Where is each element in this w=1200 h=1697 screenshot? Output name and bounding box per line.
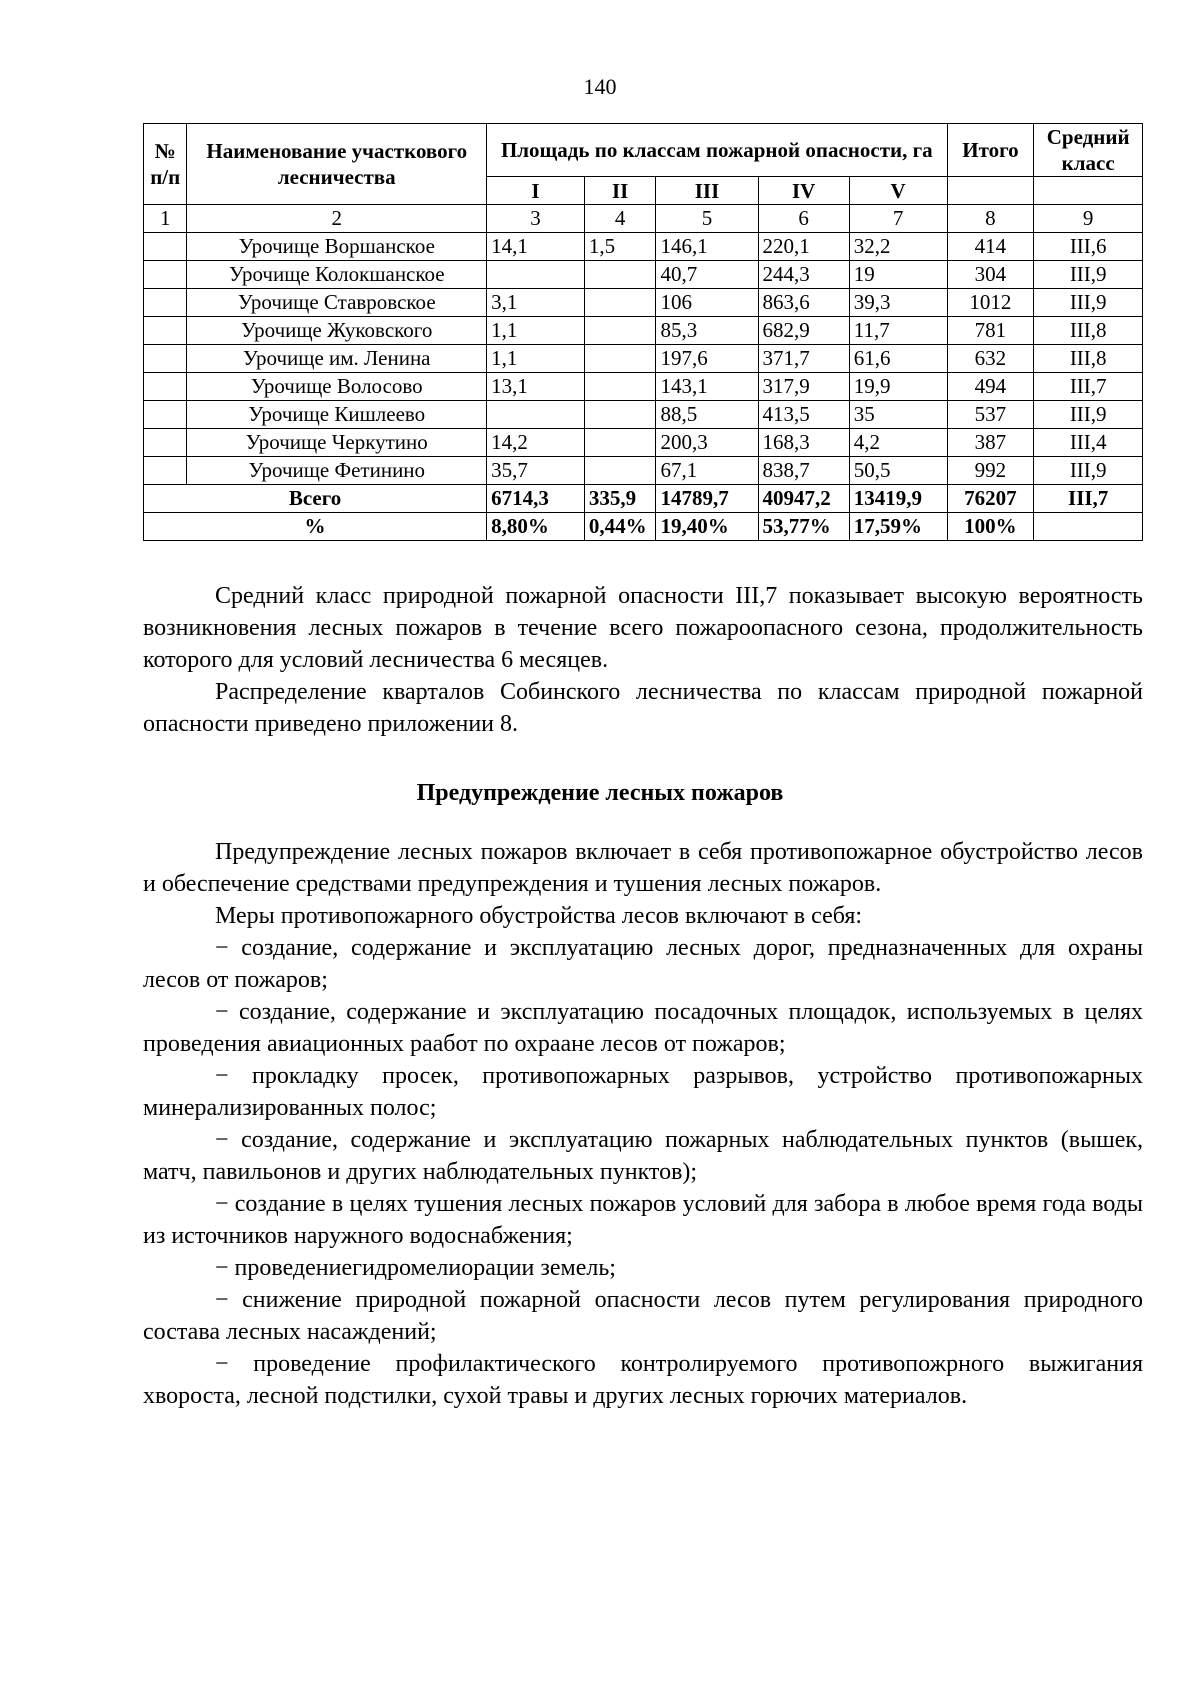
cell-num bbox=[144, 373, 187, 401]
cell-c4: 863,6 bbox=[758, 289, 849, 317]
header-num: № п/п bbox=[144, 124, 187, 205]
cell-c4: 682,9 bbox=[758, 317, 849, 345]
cell-total: 387 bbox=[947, 429, 1034, 457]
cell-c4: 220,1 bbox=[758, 233, 849, 261]
cell-c3: 67,1 bbox=[656, 457, 758, 485]
cell-c4: 317,9 bbox=[758, 373, 849, 401]
header-area: Площадь по классам пожарной опасности, га bbox=[487, 124, 947, 177]
cell-name: Урочище Ставровское bbox=[187, 289, 487, 317]
cell-total: 414 bbox=[947, 233, 1034, 261]
cell-c5: 61,6 bbox=[849, 345, 947, 373]
section-heading: Предупреждение лесных пожаров bbox=[416, 780, 784, 806]
cell-avg: III,6 bbox=[1034, 233, 1143, 261]
cell-c5: 50,5 bbox=[849, 457, 947, 485]
cell-total: 632 bbox=[947, 345, 1034, 373]
paragraph: − снижение природной пожарной опасности лесов путем регулирования природного состава лесных насаждений; bbox=[143, 1287, 1143, 1345]
cell-c1: 1,1 bbox=[487, 317, 585, 345]
cell-total: 304 bbox=[947, 261, 1034, 289]
header-class-3: III bbox=[656, 177, 758, 205]
cell-c4: 371,7 bbox=[758, 345, 849, 373]
total-c5: 13419,9 bbox=[849, 485, 947, 513]
cell-c5: 32,2 bbox=[849, 233, 947, 261]
cell-total: 781 bbox=[947, 317, 1034, 345]
header-total: Итого bbox=[947, 124, 1034, 177]
cell-c5: 19 bbox=[849, 261, 947, 289]
cell-total: 494 bbox=[947, 373, 1034, 401]
header-class-2: II bbox=[584, 177, 656, 205]
cell-num bbox=[144, 233, 187, 261]
total-sum: 76207 bbox=[947, 485, 1034, 513]
cell-name: Урочище Черкутино bbox=[187, 429, 487, 457]
total-label: Всего bbox=[144, 485, 487, 513]
col-number: 9 bbox=[1034, 205, 1143, 233]
table-row bbox=[144, 345, 1143, 373]
cell-total: 1012 bbox=[947, 289, 1034, 317]
total-row bbox=[144, 485, 1143, 513]
cell-num bbox=[144, 289, 187, 317]
percent-c3: 19,40% bbox=[656, 513, 758, 541]
cell-name: Урочище Кишлеево bbox=[187, 401, 487, 429]
column-number-row bbox=[144, 205, 1143, 233]
cell-c2 bbox=[584, 261, 656, 289]
cell-c3: 106 bbox=[656, 289, 758, 317]
intro-text bbox=[143, 580, 1143, 740]
cell-c5: 4,2 bbox=[849, 429, 947, 457]
cell-avg: III,8 bbox=[1034, 345, 1143, 373]
paragraph: − создание в целях тушения лесных пожаров условий для забора в любое время года воды из источников наружного водоснабжения; bbox=[143, 1191, 1143, 1249]
table-row bbox=[144, 429, 1143, 457]
cell-num bbox=[144, 457, 187, 485]
cell-c2 bbox=[584, 401, 656, 429]
cell-c3: 143,1 bbox=[656, 373, 758, 401]
table-row bbox=[144, 233, 1143, 261]
cell-c5: 19,9 bbox=[849, 373, 947, 401]
cell-c3: 40,7 bbox=[656, 261, 758, 289]
header-class-1: I bbox=[487, 177, 585, 205]
cell-c4: 244,3 bbox=[758, 261, 849, 289]
cell-c1: 13,1 bbox=[487, 373, 585, 401]
cell-avg: III,9 bbox=[1034, 261, 1143, 289]
cell-c5: 35 bbox=[849, 401, 947, 429]
cell-c3: 85,3 bbox=[656, 317, 758, 345]
col-number: 8 bbox=[947, 205, 1034, 233]
cell-c1 bbox=[487, 401, 585, 429]
cell-name: Урочище Фетинино bbox=[187, 457, 487, 485]
paragraph: − проведение профилактического контролируемого противопожрного выжигания хвороста, лесной подстилки, сухой травы и других лесных горючих материалов. bbox=[143, 1351, 1143, 1409]
percent-c5: 17,59% bbox=[849, 513, 947, 541]
percent-label: % bbox=[144, 513, 487, 541]
cell-c4: 838,7 bbox=[758, 457, 849, 485]
percent-sum: 100% bbox=[947, 513, 1034, 541]
cell-num bbox=[144, 261, 187, 289]
paragraph: − создание, содержание и эксплуатацию посадочных площадок, используемых в целях проведения авиационных раабот по охраане лесов от пожаров; bbox=[143, 999, 1143, 1057]
percent-avg bbox=[1034, 513, 1143, 541]
cell-c2 bbox=[584, 373, 656, 401]
col-number: 2 bbox=[187, 205, 487, 233]
cell-num bbox=[144, 429, 187, 457]
cell-avg: III,4 bbox=[1034, 429, 1143, 457]
cell-num bbox=[144, 401, 187, 429]
paragraph: Предупреждение лесных пожаров включает в себя противопожарное обустройство лесов и обеспечение средствами предупреждения и тушения лесных пожаров. bbox=[143, 839, 1143, 897]
cell-num bbox=[144, 345, 187, 373]
total-c4: 40947,2 bbox=[758, 485, 849, 513]
paragraph: − прокладку просек, противопожарных разрывов, устройство противопожарных минерализированных полос; bbox=[143, 1063, 1143, 1121]
col-number: 7 bbox=[849, 205, 947, 233]
cell-c2: 1,5 bbox=[584, 233, 656, 261]
percent-row bbox=[144, 513, 1143, 541]
cell-c1: 3,1 bbox=[487, 289, 585, 317]
total-c3: 14789,7 bbox=[656, 485, 758, 513]
col-number: 4 bbox=[584, 205, 656, 233]
paragraph: − создание, содержание и эксплуатацию пожарных наблюдательных пунктов (вышек, матч, павильонов и других наблюдательных пунктов); bbox=[143, 1127, 1143, 1185]
col-number: 6 bbox=[758, 205, 849, 233]
cell-name: Урочище Волосово bbox=[187, 373, 487, 401]
cell-avg: III,9 bbox=[1034, 401, 1143, 429]
cell-c5: 11,7 bbox=[849, 317, 947, 345]
cell-c5: 39,3 bbox=[849, 289, 947, 317]
cell-c1: 35,7 bbox=[487, 457, 585, 485]
table-row bbox=[144, 261, 1143, 289]
header-total-blank bbox=[947, 177, 1034, 205]
paragraph: − создание, содержание и эксплуатацию лесных дорог, предназначенных для охраны лесов от пожаров; bbox=[143, 935, 1143, 993]
cell-name: Урочище им. Ленина bbox=[187, 345, 487, 373]
total-c1: 6714,3 bbox=[487, 485, 585, 513]
cell-c1: 1,1 bbox=[487, 345, 585, 373]
cell-name: Урочище Воршанское bbox=[187, 233, 487, 261]
total-avg: III,7 bbox=[1034, 485, 1143, 513]
cell-c1 bbox=[487, 261, 585, 289]
total-c2: 335,9 bbox=[584, 485, 656, 513]
percent-c1: 8,80% bbox=[487, 513, 585, 541]
table-row bbox=[144, 457, 1143, 485]
cell-c3: 88,5 bbox=[656, 401, 758, 429]
header-class-5: V bbox=[849, 177, 947, 205]
paragraph: − проведениегидромелиорации земель; bbox=[215, 1255, 616, 1281]
percent-c4: 53,77% bbox=[758, 513, 849, 541]
col-number: 3 bbox=[487, 205, 585, 233]
cell-name: Урочище Жуковского bbox=[187, 317, 487, 345]
cell-c1: 14,2 bbox=[487, 429, 585, 457]
cell-num bbox=[144, 317, 187, 345]
cell-c2 bbox=[584, 289, 656, 317]
cell-c3: 146,1 bbox=[656, 233, 758, 261]
cell-name: Урочище Колокшанское bbox=[187, 261, 487, 289]
cell-c3: 197,6 bbox=[656, 345, 758, 373]
col-number: 1 bbox=[144, 205, 187, 233]
cell-avg: III,9 bbox=[1034, 457, 1143, 485]
cell-c1: 14,1 bbox=[487, 233, 585, 261]
cell-c3: 200,3 bbox=[656, 429, 758, 457]
paragraph: Средний класс природной пожарной опасности III,7 показывает высокую вероятность возникновения лесных пожаров в течение всего пожароопасного сезона, продолжительность которого для условий лесничества 6 месяцев. bbox=[143, 583, 1143, 673]
cell-c4: 168,3 bbox=[758, 429, 849, 457]
header-name: Наименование участкового лесничества bbox=[187, 124, 487, 205]
prevention-text bbox=[143, 836, 1143, 1412]
cell-c4: 413,5 bbox=[758, 401, 849, 429]
paragraph: Меры противопожарного обустройства лесов включают в себя: bbox=[215, 903, 863, 929]
cell-avg: III,7 bbox=[1034, 373, 1143, 401]
cell-c2 bbox=[584, 317, 656, 345]
table-row bbox=[144, 401, 1143, 429]
header-avg-blank bbox=[1034, 177, 1143, 205]
paragraph: Распределение кварталов Собинского лесничества по классам природной пожарной опасности приведено приложении 8. bbox=[143, 679, 1143, 737]
fire-class-table bbox=[143, 123, 1143, 541]
cell-c2 bbox=[584, 345, 656, 373]
table-row bbox=[144, 373, 1143, 401]
col-number: 5 bbox=[656, 205, 758, 233]
cell-total: 537 bbox=[947, 401, 1034, 429]
percent-c2: 0,44% bbox=[584, 513, 656, 541]
cell-avg: III,8 bbox=[1034, 317, 1143, 345]
table-row bbox=[144, 317, 1143, 345]
cell-c2 bbox=[584, 457, 656, 485]
table-row bbox=[144, 289, 1143, 317]
cell-total: 992 bbox=[947, 457, 1034, 485]
header-class-4: IV bbox=[758, 177, 849, 205]
cell-avg: III,9 bbox=[1034, 289, 1143, 317]
header-avg: Средний класс bbox=[1034, 124, 1143, 177]
page-number: 140 bbox=[583, 74, 617, 99]
cell-c2 bbox=[584, 429, 656, 457]
